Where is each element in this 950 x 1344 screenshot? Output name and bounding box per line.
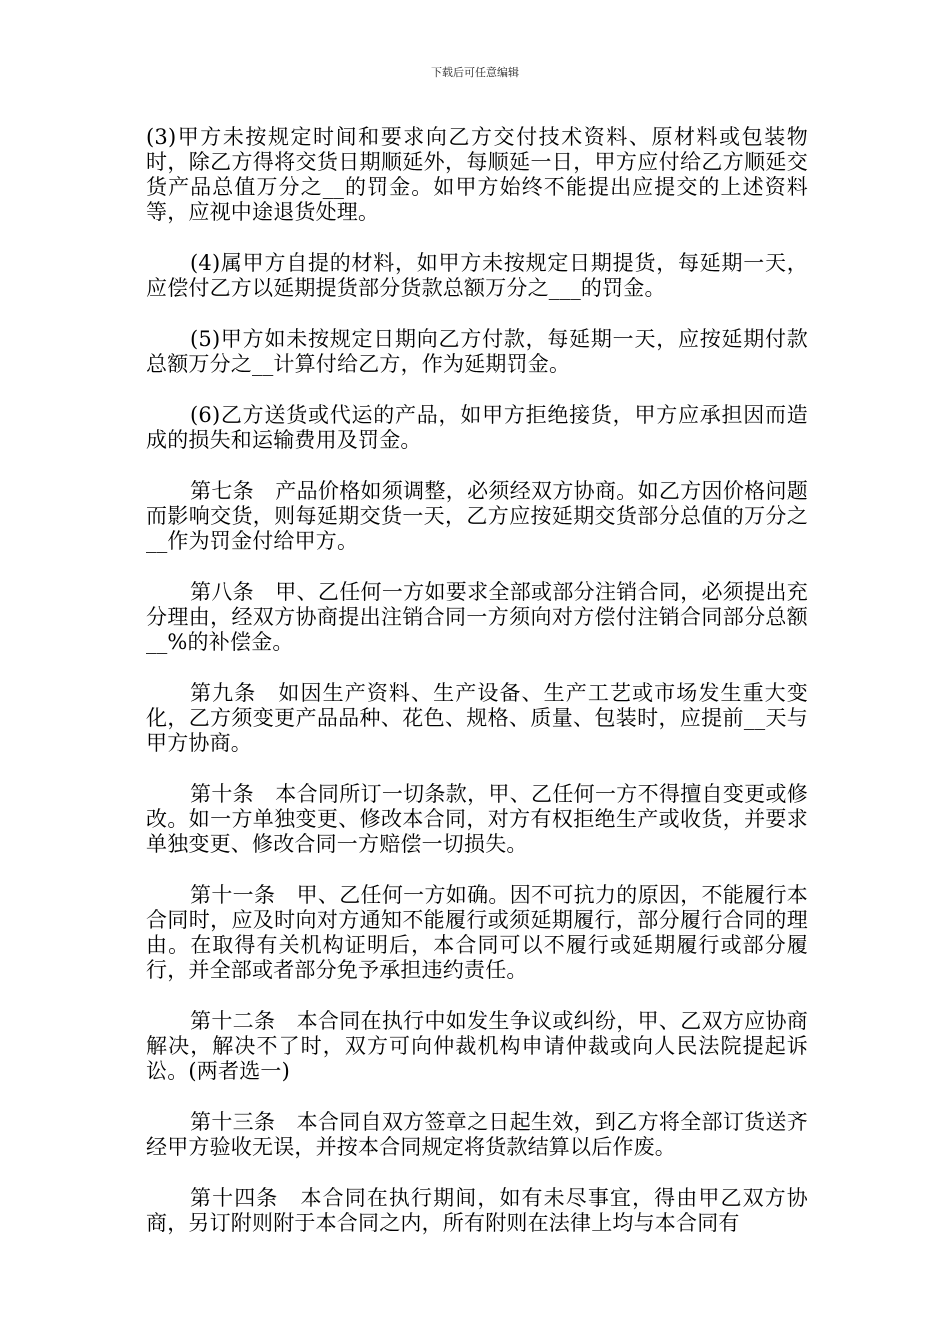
clause-paragraph: 第十三条 本合同自双方签章之日起生效，到乙方将全部订货送齐经甲方验收无误，并按本合同规定将货款结算以后作废。 (146, 1110, 808, 1159)
clause-paragraph: 第八条 甲、乙任何一方如要求全部或部分注销合同，必须提出充分理由，经双方协商提出注销合同一方须向对方偿付注销合同部分总额__%的补偿金。 (146, 580, 808, 654)
clause-paragraph: 第十四条 本合同在执行期间，如有未尽事宜，得由甲乙双方协商，另订附则附于本合同之内，所有附则在法律上均与本合同有 (146, 1186, 808, 1235)
document-body (146, 125, 808, 1262)
clause-paragraph: (4)属甲方自提的材料，如甲方未按规定日期提货，每延期一天，应偿付乙方以延期提货部分货款总额万分之___的罚金。 (146, 251, 808, 300)
clause-paragraph: 第九条 如因生产资料、生产设备、生产工艺或市场发生重大变化，乙方须变更产品品种、花色、规格、质量、包装时，应提前__天与甲方协商。 (146, 681, 808, 755)
clause-paragraph: 第十一条 甲、乙任何一方如确。因不可抗力的原因，不能履行本合同时，应及时向对方通知不能履行或须延期履行，部分履行合同的理由。在取得有关机构证明后，本合同可以不履行或延期履行或部分履行，并全部或者部分免予承担违约责任。 (146, 883, 808, 982)
clause-paragraph: 第十二条 本合同在执行中如发生争议或纠纷，甲、乙双方应协商解决，解决不了时，双方可向仲裁机构申请仲裁或向人民法院提起诉讼。(两者选一) (146, 1009, 808, 1083)
clause-paragraph: 第七条 产品价格如须调整，必须经双方协商。如乙方因价格问题而影响交货，则每延期交货一天，乙方应按延期交货部分总值的万分之__作为罚金付给甲方。 (146, 479, 808, 553)
page-header: 下载后可任意编辑 (431, 66, 519, 79)
clause-paragraph: (5)甲方如未按规定日期向乙方付款，每延期一天，应按延期付款总额万分之__计算付给乙方，作为延期罚金。 (146, 327, 808, 376)
clause-paragraph: 第十条 本合同所订一切条款，甲、乙任何一方不得擅自变更或修改。如一方单独变更、修改本合同，对方有权拒绝生产或收货，并要求单独变更、修改合同一方赔偿一切损失。 (146, 782, 808, 856)
clause-paragraph: (3)甲方未按规定时间和要求向乙方交付技术资料、原材料或包装物时，除乙方得将交货日期顺延外，每顺延一日，甲方应付给乙方顺延交货产品总值万分之__的罚金。如甲方始终不能提出应提交的上述资料等，应视中途退货处理。 (146, 125, 808, 224)
clause-paragraph: (6)乙方送货或代运的产品，如甲方拒绝接货，甲方应承担因而造成的损失和运输费用及罚金。 (146, 403, 808, 452)
